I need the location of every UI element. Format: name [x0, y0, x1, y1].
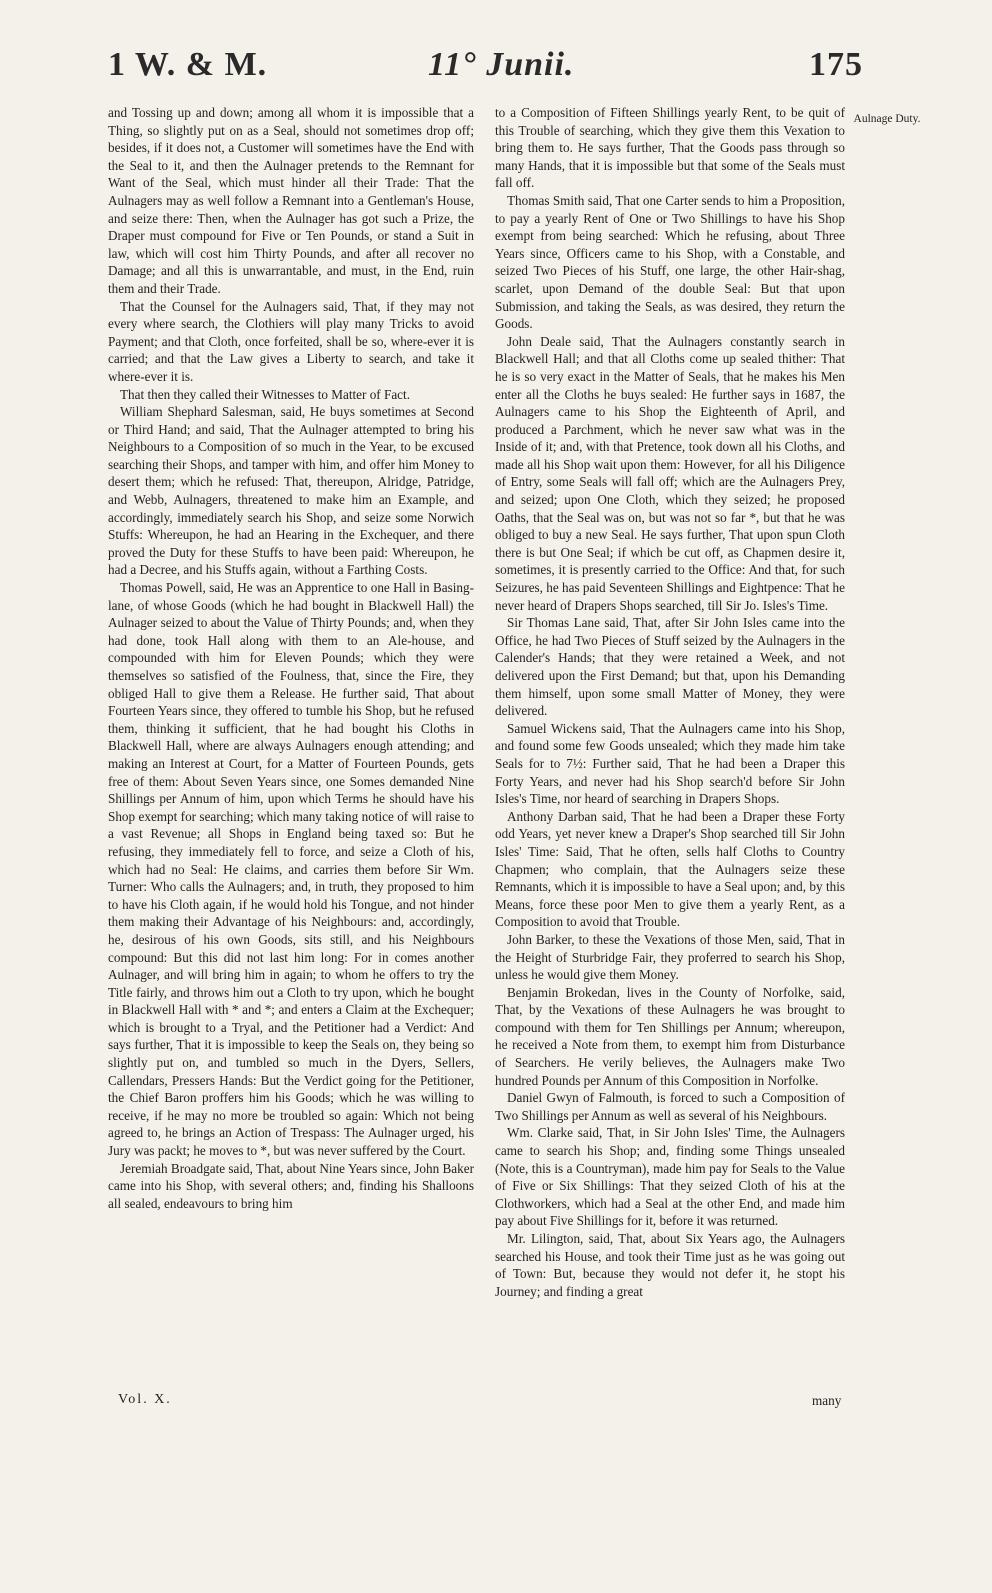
paragraph: Wm. Clarke said, That, in Sir John Isles' Time, the Aulnagers came to search his Shop; and, finding some Things unsealed (Note, this is a Countryman), made him pay for Seals to the Value of Five or Six Shillings: That they seized Cloth of his at the Clothworkers, which had a Seal at the other End, and made him pay about Five Shillings for it, before it was returned. [495, 1125, 845, 1229]
page-number: 175 [809, 46, 863, 83]
paragraph: to a Composition of Fifteen Shillings yearly Rent, to be quit of this Trouble of searching, which they give them this Vexation to bring them to. He says further, That the Goods pass through so many Hands, that it is impossible but that some of the Seals must fall off. [495, 105, 845, 191]
header-reign: 1 W. & M. [108, 46, 268, 83]
left-column [108, 104, 474, 1212]
header-date: 11° Junii. [428, 46, 575, 83]
paragraph: Thomas Powell, said, He was an Apprentice to one Hall in Basing-lane, of whose Goods (which he had bought in Blackwell Hall) the Aulnager seized to about the Value of Thirty Pounds; and, when they had done, took Hall along with them to an Ale-house, and compounded with him for Eleven Pounds; which they were themselves so satisfied of the Foulness, that, since the Fire, they obliged Hall to give them a Release. He further said, That about Fourteen Years since, they offered to tumble his Shop, but he refused them, thinking it sufficient, that he had bought his Cloths in Blackwell Hall, where are always Aulnagers enough attending; and making an Interest at Court, for a Matter of Fourteen Pounds, gets free of them: About Seven Years since, one Somes demanded Nine Shillings per Annum of him, upon which Terms he should have his Shop exempt for searching; which many taking notice of will raise to a vast Revenue; all Shops in England being taxed so: But he refusing, they immediately fell to force, and seize a Cloth of his, which had no Seal: He claims, and carries them before Sir Wm. Turner: Who calls the Aulnagers; and, in truth, they proposed to him to have his Cloth again, if he would hold his Tongue, and not hinder them making their Advantage of his Neighbours: and, accordingly, he, desirous of his own Goods, sits still, and his Neighbours compound: But this did not last him long: For in comes another Aulnager, and will bring him in again; to whom he offers to try the Title fairly, and throws him out a Cloth to try upon, which he bought in Blackwell Hall with * and *; and enters a Claim at the Exchequer; which is brought to a Tryal, and the Petitioner had a Verdict: And says further, That it is impossible to keep the Seals on, they being so slightly put on, and tumbled so much in the Dyers, Sellers, Callendars, Pressers Hands: But the Verdict going for the Petitioner, the Chief Baron proffers him his Goods; which he was willing to receive, if he may no more be troubled so again: Which not being agreed to, he brings an Action of Trespass: The Aulnager urged, his Jury was packt; he moves to *, but was never suffered by the Court. [108, 580, 474, 1159]
paragraph: Sir Thomas Lane said, That, after Sir John Isles came into the Office, he had Two Pieces of Stuff seized by the Aulnagers in the Calender's Hands; that they were retained a Week, and not delivered upon the First Demand; but that, upon his Demanding them himself, upon some small Matter of Money, they were delivered. [495, 615, 845, 719]
paragraph: Samuel Wickens said, That the Aulnagers came into his Shop, and found some few Goods unsealed; which they made him take Seals for to 7½: Further said, That he had been a Draper this Forty Years, and never had his Shop search'd before Sir John Isles's Time, nor heard of searching in Drapers Shops. [495, 720, 845, 807]
paragraph: Jeremiah Broadgate said, That, about Nine Years since, John Baker came into his Shop, with several others; and, finding his Shalloons all sealed, endeavours to bring him [108, 1160, 474, 1211]
running-header [108, 46, 863, 96]
margin-note: Aulnage Duty. [853, 113, 921, 125]
paragraph: Thomas Smith said, That one Carter sends to him a Proposition, to pay a yearly Rent of One or Two Shillings to have his Shop exempt from being searched: Which he refusing, about Three Years since, Officers came to his Shop, with a Constable, and seized Two Pieces of his Stuff, one large, the other Hair-shag, scarlet, upon Demand of the double Seal: But that upon Submission, and taking the Seals, as was desired, they return the Goods. [495, 192, 845, 332]
volume-signature: Vol. X. [118, 1392, 172, 1407]
paragraph: Mr. Lilington, said, That, about Six Years ago, the Aulnagers searched his House, and took their Time just as he was going out of Town: But, because they would not defer it, he stopt his Journey; and finding a great [495, 1231, 845, 1299]
paragraph: Benjamin Brokedan, lives in the County of Norfolke, said, That, by the Vexations of these Aulnagers he was brought to compound with them for Ten Shillings per Annum; whereupon, he received a Note from them, to exempt him from Disturbance of Searchers. He verily believes, the Aulnagers make Two hundred Pounds per Annum of this Composition in Norfolke. [495, 984, 845, 1088]
paragraph: Anthony Darban said, That he had been a Draper these Forty odd Years, yet never knew a Draper's Shop searched till Sir John Isles' Time: Said, That he often, sells half Cloths to Country Chapmen; who complain, that the Aulnagers seize these Remnants, which it is impossible to have a Seal upon; and, by this Means, force these poor Men to give them a yearly Rent, as a Composition to avoid that Trouble. [495, 808, 845, 930]
catchword: many [812, 1393, 842, 1408]
paragraph: That the Counsel for the Aulnagers said, That, if they may not every where search, the Clothiers will play many Tricks to avoid Payment; and that Cloth, once forfeited, shall be so, where-ever it is carried; and that the Law gives a Liberty to search, and take it where-ever it is. [108, 298, 474, 384]
paragraph: John Barker, to these the Vexations of those Men, said, That in the Height of Sturbridge Fair, they proferred to search his Shop, unless he would give them Money. [495, 931, 845, 983]
paragraph: and Tossing up and down; among all whom it is impossible that a Thing, so slightly put on as a Seal, should not sometimes drop off; besides, if it does not, a Customer will sometimes have the End with the Seal to it, and then the Aulnager pretends to the Remnant for Want of the Seal, which must hinder all their Trade: That the Aulnagers may as well follow a Remnant into a Gentleman's House, and seize there: Then, when the Aulnager has got such a Prize, the Draper must compound for Five or Ten Pounds, or stand a Suit in law, which will cost him Thirty Pounds, and after all recover no Damage; and all this is unwarrantable, and must, in the End, ruin them and their Trade. [108, 105, 474, 296]
right-column [495, 104, 845, 1300]
paragraph: William Shephard Salesman, said, He buys sometimes at Second or Third Hand; and said, That the Aulnager attempted to bring his Neighbours to a Composition of so much in the Year, to be excused searching their Shops, and tamper with him, and offer him Money to desert them; which he refused: That, thereupon, Alridge, Patridge, and Webb, Aulnagers, threatened to make him an Example, and accordingly, immediately search his Shop, and seize some Norwich Stuffs: Whereupon, he had an Hearing in the Exchequer, and there proved the Duty for these Stuffs to have been paid: Whereupon, he had a Decree, and his Stuffs again, without a Farthing Costs. [108, 404, 474, 578]
paragraph: John Deale said, That the Aulnagers constantly search in Blackwell Hall; and that all Cloths come up sealed thither: That he is so very exact in the Matter of Seals, that he makes his Men enter all the Cloths he buys sealed: He further says in 1687, the Aulnagers came to his Shop the Eighteenth of April, and produced a Parchment, which he never saw what was in the Inside of it; and, with that Pretence, took down all his Cloths, and made all his Shop wait upon them: However, for all his Diligence of Entry, some Seals will fall off; which are the Aulnagers Prey, and seized; upon One Cloth, which they seized; he proposed Oaths, that the Seal was on, but was not so far *, but that he was obliged to buy a new Seal. He says further, That upon spun Cloth there is but One Seal; if which be cut off, as Chapmen desire it, sometimes, it is presently carried to the Office: And that, for such Seizures, he has paid Seventeen Shillings and Eightpence: That he never heard of Drapers Shops searched, till Sir Jo. Isles's Time. [495, 333, 845, 613]
paragraph: That then they called their Witnesses to Matter of Fact. [120, 386, 410, 402]
paragraph: Daniel Gwyn of Falmouth, is forced to such a Composition of Two Shillings per Annum as well as several of his Neighbours. [495, 1090, 845, 1123]
